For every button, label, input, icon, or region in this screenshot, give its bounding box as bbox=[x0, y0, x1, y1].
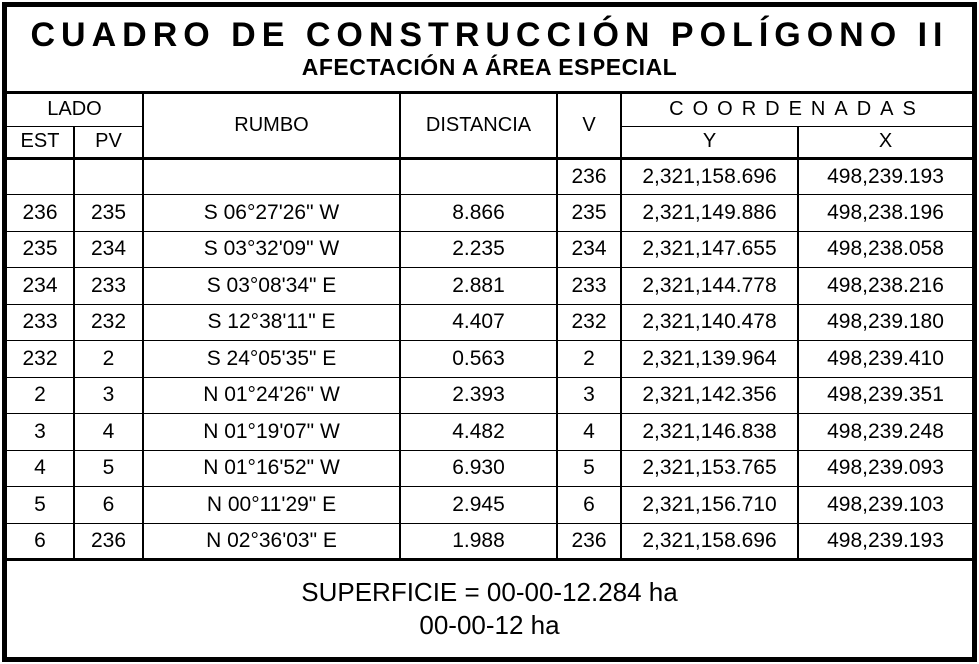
cell-rumbo: N 01°24'26" W bbox=[143, 377, 400, 414]
header-pv: PV bbox=[74, 126, 143, 158]
cell-v: 235 bbox=[557, 195, 621, 232]
page-title: CUADRO DE CONSTRUCCIÓN POLÍGONO II bbox=[30, 16, 949, 55]
cell-distancia: 2.881 bbox=[400, 268, 557, 305]
cell-pv: 6 bbox=[74, 487, 143, 524]
cell-rumbo: N 01°16'52" W bbox=[143, 450, 400, 487]
table-row bbox=[7, 487, 972, 524]
table-row bbox=[7, 231, 972, 268]
cell-y: 2,321,156.710 bbox=[621, 487, 798, 524]
cell-est: 2 bbox=[7, 377, 74, 414]
table-row bbox=[7, 377, 972, 414]
page-subtitle: AFECTACIÓN A ÁREA ESPECIAL bbox=[301, 54, 678, 81]
cell-distancia: 8.866 bbox=[400, 195, 557, 232]
cell-distancia: 0.563 bbox=[400, 341, 557, 378]
header-coordenadas: COORDENADAS bbox=[621, 94, 972, 126]
table-row bbox=[7, 341, 972, 378]
cell-y: 2,321,158.696 bbox=[621, 158, 798, 195]
cell-rumbo: N 01°19'07" W bbox=[143, 414, 400, 451]
cell-est bbox=[7, 158, 74, 195]
table-row bbox=[7, 304, 972, 341]
cell-y: 2,321,140.478 bbox=[621, 304, 798, 341]
cell-x: 498,239.193 bbox=[798, 523, 972, 560]
cell-est: 234 bbox=[7, 268, 74, 305]
cell-est: 232 bbox=[7, 341, 74, 378]
cell-pv: 232 bbox=[74, 304, 143, 341]
cell-distancia: 2.945 bbox=[400, 487, 557, 524]
cell-distancia: 2.235 bbox=[400, 231, 557, 268]
cell-distancia: 4.407 bbox=[400, 304, 557, 341]
cell-y: 2,321,144.778 bbox=[621, 268, 798, 305]
cell-pv: 234 bbox=[74, 231, 143, 268]
construction-table bbox=[7, 94, 972, 561]
cell-v: 4 bbox=[557, 414, 621, 451]
header-y: Y bbox=[621, 126, 798, 158]
cell-est: 3 bbox=[7, 414, 74, 451]
superficie-line1: SUPERFICIE = 00-00-12.284 ha bbox=[301, 576, 678, 607]
header-x: X bbox=[798, 126, 972, 158]
cell-distancia: 6.930 bbox=[400, 450, 557, 487]
cell-y: 2,321,142.356 bbox=[621, 377, 798, 414]
header-lado: LADO bbox=[7, 94, 143, 126]
cell-v: 232 bbox=[557, 304, 621, 341]
cell-distancia: 2.393 bbox=[400, 377, 557, 414]
table-row bbox=[7, 195, 972, 232]
cell-est: 236 bbox=[7, 195, 74, 232]
table-row bbox=[7, 268, 972, 305]
cell-x: 498,239.193 bbox=[798, 158, 972, 195]
cell-est: 235 bbox=[7, 231, 74, 268]
cell-v: 236 bbox=[557, 523, 621, 560]
superficie-block bbox=[7, 561, 972, 657]
table-body bbox=[7, 158, 972, 560]
cell-rumbo bbox=[143, 158, 400, 195]
cell-y: 2,321,146.838 bbox=[621, 414, 798, 451]
cell-x: 498,238.058 bbox=[798, 231, 972, 268]
header-rumbo: RUMBO bbox=[143, 94, 400, 158]
cell-x: 498,239.180 bbox=[798, 304, 972, 341]
cell-distancia: 4.482 bbox=[400, 414, 557, 451]
cell-rumbo: S 03°32'09" W bbox=[143, 231, 400, 268]
cell-x: 498,239.248 bbox=[798, 414, 972, 451]
cell-v: 234 bbox=[557, 231, 621, 268]
cell-est: 6 bbox=[7, 523, 74, 560]
cell-pv: 236 bbox=[74, 523, 143, 560]
cell-pv: 3 bbox=[74, 377, 143, 414]
cell-rumbo: S 12°38'11" E bbox=[143, 304, 400, 341]
cell-y: 2,321,158.696 bbox=[621, 523, 798, 560]
cell-x: 498,239.410 bbox=[798, 341, 972, 378]
cell-x: 498,238.216 bbox=[798, 268, 972, 305]
cell-pv: 5 bbox=[74, 450, 143, 487]
header-row-top bbox=[7, 94, 972, 126]
cell-x: 498,239.351 bbox=[798, 377, 972, 414]
table-row bbox=[7, 523, 972, 560]
document-frame bbox=[2, 2, 977, 662]
superficie-line2: 00-00-12 ha bbox=[419, 609, 560, 640]
cell-distancia bbox=[400, 158, 557, 195]
table-row bbox=[7, 158, 972, 195]
cell-v: 5 bbox=[557, 450, 621, 487]
cell-x: 498,238.196 bbox=[798, 195, 972, 232]
cell-est: 5 bbox=[7, 487, 74, 524]
cell-y: 2,321,149.886 bbox=[621, 195, 798, 232]
cell-est: 233 bbox=[7, 304, 74, 341]
cell-v: 233 bbox=[557, 268, 621, 305]
cell-rumbo: N 02°36'03" E bbox=[143, 523, 400, 560]
cell-y: 2,321,139.964 bbox=[621, 341, 798, 378]
cell-est: 4 bbox=[7, 450, 74, 487]
cell-rumbo: N 00°11'29" E bbox=[143, 487, 400, 524]
cell-v: 3 bbox=[557, 377, 621, 414]
title-block bbox=[7, 7, 972, 94]
cell-pv: 4 bbox=[74, 414, 143, 451]
header-v: V bbox=[557, 94, 621, 158]
cell-v: 236 bbox=[557, 158, 621, 195]
header-est: EST bbox=[7, 126, 74, 158]
cell-v: 2 bbox=[557, 341, 621, 378]
cell-distancia: 1.988 bbox=[400, 523, 557, 560]
cell-y: 2,321,147.655 bbox=[621, 231, 798, 268]
header-distancia: DISTANCIA bbox=[400, 94, 557, 158]
cell-x: 498,239.103 bbox=[798, 487, 972, 524]
cell-rumbo: S 06°27'26" W bbox=[143, 195, 400, 232]
cell-x: 498,239.093 bbox=[798, 450, 972, 487]
table-row bbox=[7, 450, 972, 487]
table-row bbox=[7, 414, 972, 451]
cell-pv: 2 bbox=[74, 341, 143, 378]
cell-pv bbox=[74, 158, 143, 195]
cell-rumbo: S 03°08'34" E bbox=[143, 268, 400, 305]
cell-v: 6 bbox=[557, 487, 621, 524]
cell-y: 2,321,153.765 bbox=[621, 450, 798, 487]
table-header bbox=[7, 94, 972, 158]
cell-pv: 233 bbox=[74, 268, 143, 305]
cell-pv: 235 bbox=[74, 195, 143, 232]
cell-rumbo: S 24°05'35" E bbox=[143, 341, 400, 378]
